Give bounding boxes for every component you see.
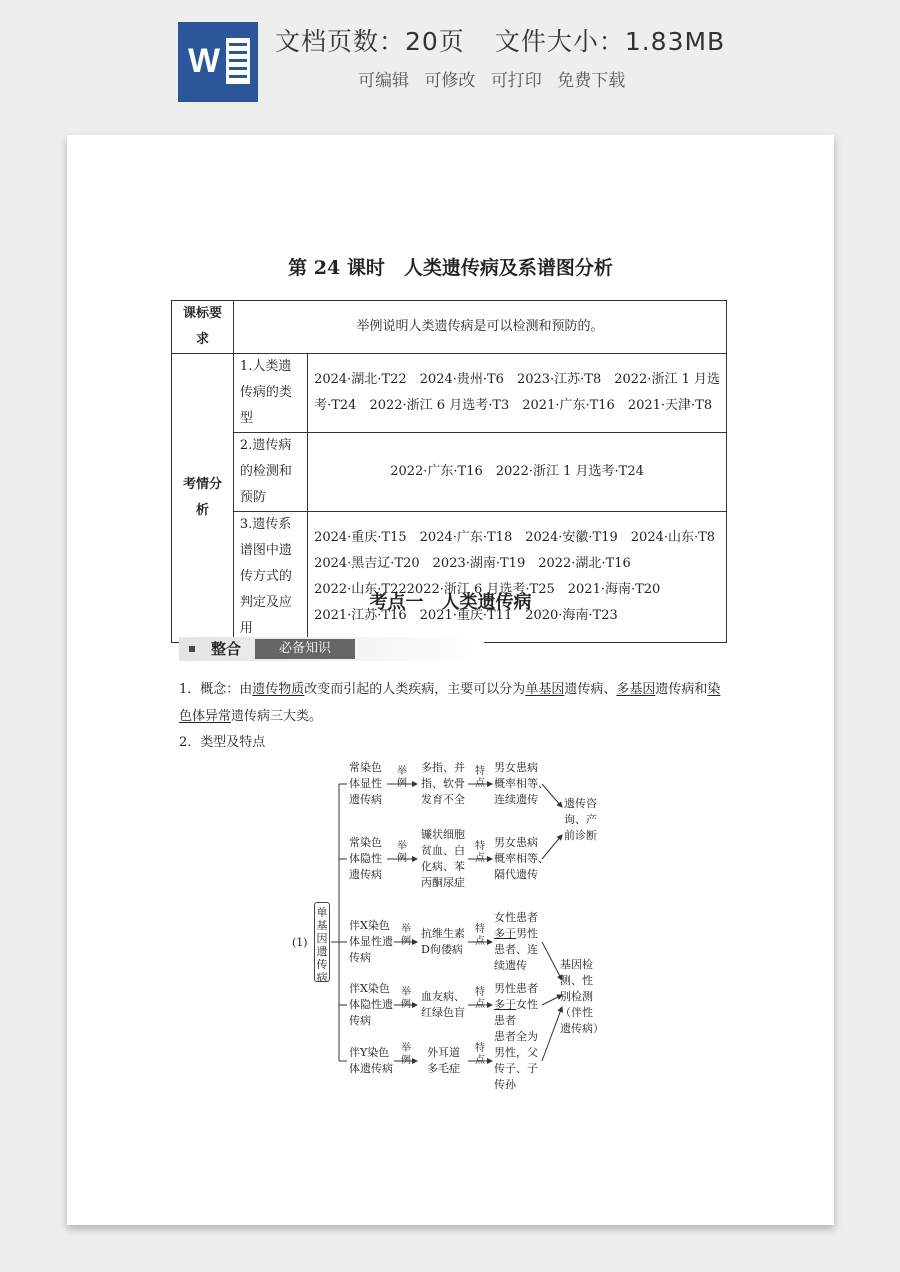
exam-line: 2021·江苏·T16 2021·重庆·T11 2020·海南·T23	[314, 608, 618, 623]
genetic-disease-diagram	[292, 755, 612, 1097]
example-label: 举例	[401, 987, 411, 1010]
concept-paragraph: 1．概念：由遗传物质改变而引起的人类疾病，主要可以分为单基因遗传病、多基因遗传病和染色体异常遗传病三大类。	[179, 682, 721, 724]
disease-examples: 血友病、 红绿色盲	[421, 990, 465, 1019]
disease-examples: 外耳道 多毛症	[427, 1046, 460, 1075]
diagram-number: (1)	[292, 936, 308, 949]
feature-printable: 可打印	[490, 71, 542, 91]
tag-essential-knowledge: 必备知识	[255, 639, 355, 659]
download-banner	[0, 0, 900, 120]
exam-cell	[308, 433, 727, 512]
inheritance-feature: 男性患者 多于女性 患者	[494, 982, 538, 1027]
inheritance-feature: 男女患病 概率相等、 连续遗传	[494, 761, 549, 806]
example-label: 举例	[401, 924, 411, 947]
lesson-title: 第 24 课时 人类遗传病及系谱图分析	[288, 257, 613, 279]
exam-line: 考·T24 2022·浙江 6 月选考·T3 2021·广东·T16 2021·天津·T8	[314, 398, 713, 413]
page-count: 文档页数：20页	[275, 27, 465, 56]
conclusion-testing: 基因检 测、性 别检测 （伴性 遗传病）	[560, 958, 604, 1035]
feature-label: 特点	[475, 841, 485, 864]
inheritance-feature: 男女患病 概率相等、 隔代遗传	[494, 836, 549, 881]
topic-cell: 1.人类遗传病的类型	[233, 354, 307, 433]
example-label: 举例	[397, 766, 407, 789]
disease-type: 伴X染色 体显性遗 传病	[349, 919, 393, 964]
exam-cell	[308, 512, 727, 643]
feature-free-download: 免费下载	[557, 71, 626, 91]
disease-examples: 镰状细胞 贫血、白 化病、苯 丙酮尿症	[421, 828, 465, 889]
document-page	[67, 135, 834, 1225]
feature-label: 特点	[475, 1043, 485, 1066]
disease-type: 常染色 体显性 遗传病	[349, 761, 382, 806]
feature-label: 特点	[475, 924, 485, 947]
exam-line: 2024·湖北·T22 2024·贵州·T6 2023·江苏·T8 2022·浙江 1 月选	[314, 372, 720, 387]
disease-examples: 多指、并 指、软骨 发育不全	[421, 761, 465, 806]
feature-label: 特点	[475, 766, 485, 789]
underlined-term: 多于	[494, 998, 516, 1011]
feature-label: 特点	[475, 987, 485, 1010]
underlined-term: 单基因	[525, 682, 565, 697]
inheritance-feature: 女性患者 多于男性 患者、连 续遗传	[494, 911, 538, 972]
standard-text: 举例说明人类遗传病是可以检测和预防的。	[233, 301, 726, 354]
underlined-term: 多于	[494, 927, 516, 940]
types-heading: 2．类型及特点	[179, 735, 266, 750]
conclusion-consultation: 遗传咨 询、产 前诊断	[564, 797, 597, 842]
standard-label: 课标要求	[172, 301, 234, 354]
example-label: 举例	[397, 841, 407, 864]
topic-cell: 2.遗传病的检测和预防	[233, 433, 307, 512]
table-row	[172, 512, 727, 643]
underlined-term: 多基因	[616, 682, 656, 697]
underlined-term: 染色体异常	[179, 682, 721, 724]
feature-list	[358, 66, 635, 91]
exam-line: 2024·黑吉辽·T20 2023·湖南·T19 2022·湖北·T16	[314, 556, 631, 571]
section-title: 考点一 人类遗传病	[369, 592, 532, 613]
root-category-box: 单基因遗传病	[314, 902, 330, 982]
feature-editable: 可编辑	[358, 71, 409, 91]
word-doc-icon: W	[178, 22, 258, 102]
exam-cell	[308, 354, 727, 433]
disease-type: 伴X染色 体隐性遗 传病	[349, 982, 393, 1027]
table-row	[172, 354, 727, 433]
table-row	[172, 433, 727, 512]
square-bullet-icon	[189, 646, 195, 652]
disease-examples: 抗维生素 D佝偻病	[421, 927, 465, 956]
analysis-label: 考情分析	[172, 354, 234, 643]
topic-cell: 3.遗传系谱图中遗传方式的判定及应用	[233, 512, 307, 643]
exam-line: 2024·重庆·T15 2024·广东·T18 2024·安徽·T19 2024·山东·T8	[314, 530, 716, 545]
inheritance-feature: 患者全为 男性，父 传子、子 传孙	[494, 1030, 538, 1091]
tag-integrate: 整合	[211, 640, 242, 658]
exam-line: 2022·山东·T222022·浙江 6 月选考·T25 2021·海南·T20	[314, 582, 661, 597]
exam-line: 2022·广东·T16 2022·浙江 1 月选考·T24	[390, 464, 644, 479]
disease-type: 伴Y染色 体遗传病	[349, 1046, 393, 1075]
section-tag	[179, 637, 484, 661]
disease-type: 常染色 体隐性 遗传病	[349, 836, 382, 881]
table-row	[172, 301, 727, 354]
file-info	[275, 22, 725, 58]
example-label: 举例	[401, 1043, 411, 1066]
file-size: 文件大小：1.83MB	[494, 27, 726, 56]
underlined-term: 遗传物质	[252, 682, 305, 697]
feature-modifiable: 可修改	[424, 71, 476, 91]
